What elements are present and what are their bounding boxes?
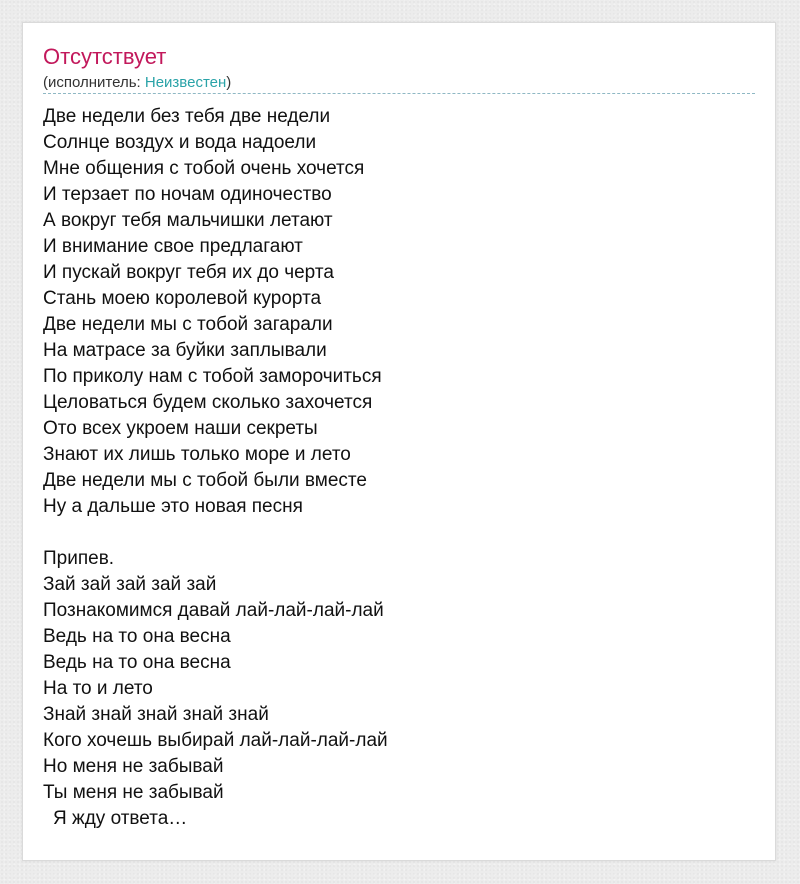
lyrics-line: Ты меня не забывай — [43, 782, 224, 803]
artist-prefix: (исполнитель: — [43, 74, 145, 91]
lyrics-line: Две недели без тебя две недели — [43, 106, 331, 127]
lyrics-line: Знай знай знай знай знай — [43, 704, 269, 725]
lyrics-line: Ведь на то она весна — [43, 626, 231, 647]
lyrics-line: И пускай вокруг тебя их до черта — [43, 262, 334, 283]
artist-suffix: ) — [226, 74, 232, 91]
lyrics-line: И терзает по ночам одиночество — [43, 184, 332, 205]
lyrics-line: Две недели мы с тобой загарали — [43, 314, 333, 335]
artist-link[interactable]: Неизвестен — [144, 74, 227, 91]
lyrics-line: Припев. — [43, 548, 115, 569]
lyrics-line: Целоваться будем сколько захочется — [43, 392, 373, 413]
lyrics-line: А вокруг тебя мальчишки летают — [43, 210, 333, 231]
lyrics-line: Мне общения с тобой очень хочется — [43, 158, 365, 179]
song-title: Отсутствует — [43, 44, 167, 69]
lyrics-blank-line — [43, 520, 755, 546]
artist-line — [43, 73, 755, 94]
lyrics-line: Стань моею королевой курорта — [43, 288, 322, 309]
lyrics-line: Знают их лишь только море и лето — [43, 444, 351, 465]
lyrics-line: Две недели мы с тобой были вместе — [43, 470, 367, 491]
lyrics-line: Но меня не забывай — [43, 756, 224, 777]
lyrics-line: Я жду ответа… — [53, 808, 188, 829]
lyrics-line: Кого хочешь выбирай лай-лай-лай-лай — [43, 730, 388, 751]
lyrics-line: Ну а дальше это новая песня — [43, 496, 303, 517]
lyrics-line: На матрасе за буйки заплывали — [43, 340, 327, 361]
lyrics-line: Ведь на то она весна — [43, 652, 231, 673]
lyrics-line: Солнце воздух и вода надоели — [43, 132, 317, 153]
lyrics-body — [43, 104, 755, 832]
lyrics-line: Ото всех укроем наши секреты — [43, 418, 318, 439]
lyrics-line: По приколу нам с тобой заморочиться — [43, 366, 382, 387]
lyrics-line: И внимание свое предлагают — [43, 236, 303, 257]
lyrics-line: Зай зай зай зай зай — [43, 574, 217, 595]
lyrics-line: На то и лето — [43, 678, 153, 699]
lyrics-card — [22, 22, 776, 861]
lyrics-line: Познакомимся давай лай-лай-лай-лай — [43, 600, 384, 621]
